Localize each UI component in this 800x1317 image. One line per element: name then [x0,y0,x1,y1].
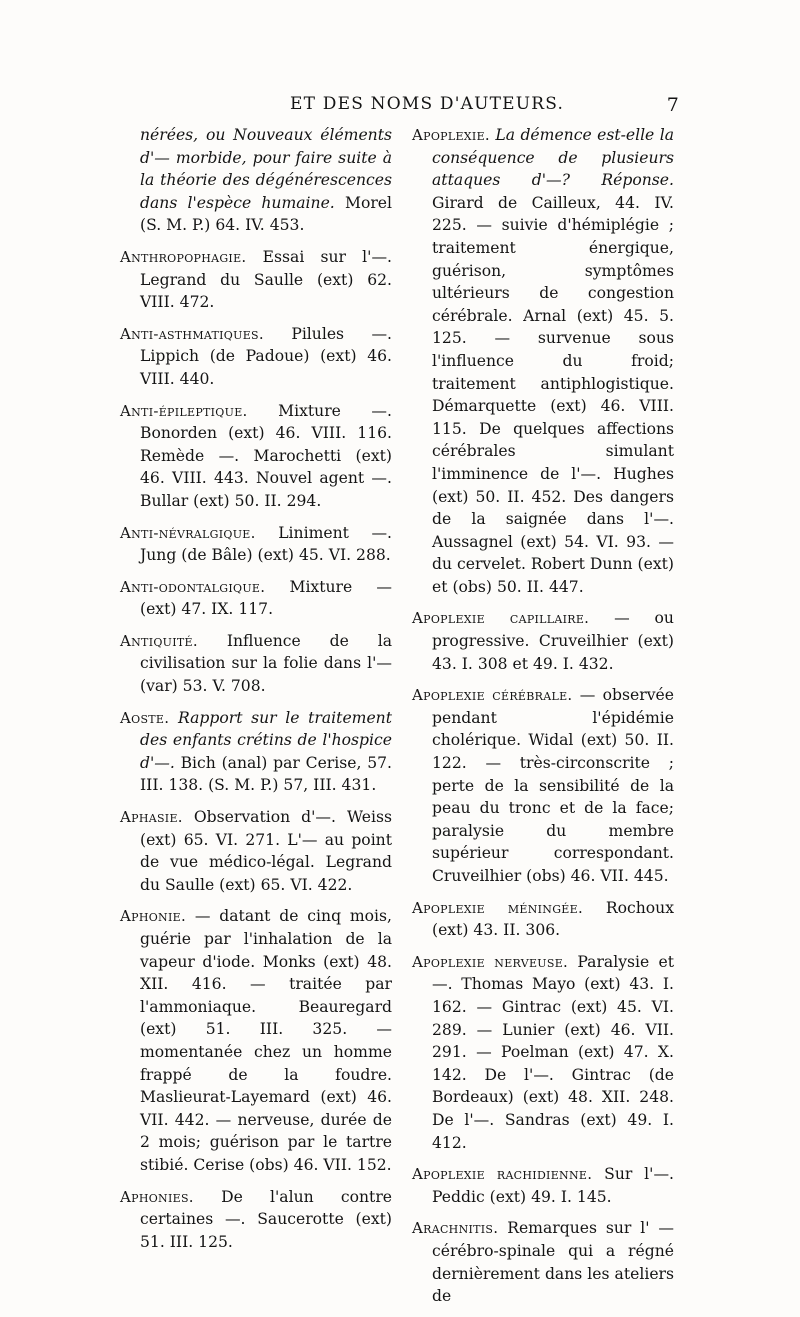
entry-headword: Antiquité. [120,631,198,650]
entry-headword: Apoplexie cérébrale. [412,686,573,705]
entry-headword: Apoplexie rachidienne. [412,1165,593,1184]
entry-text: Sur l'—. Peddic (ext) 49. I. 145. [432,1165,674,1206]
index-entry [412,897,674,942]
entry-text: Morel (S. M. P.) 64. IV. 453. [140,193,392,235]
entry-text: Mixture —. Bonorden (ext) 46. VIII. 116. Remède —. Marochetti (ext) 46. VIII. 443. Nouvel agent —. Bullar (ext) 50. II. 294. [140,401,392,510]
index-entry [120,323,392,391]
entry-text: Bich (anal) par Cerise, 57. III. 138. (S. M. P.) 57, III. 431. [140,753,392,795]
entry-headword: Aoste. [120,708,170,727]
index-column-left [120,124,392,1262]
entry-headword: Anti-épileptique. [120,401,248,420]
entry-headword: Apoplexie nerveuse. [412,952,569,971]
entry-text: Pilules —. Lippich (de Padoue) (ext) 46. VIII. 440. [140,324,392,388]
index-entry [412,124,674,598]
entry-text: — ou progressive. Cruveilhier (ext) 43. I. 308 et 49. I. 432. [432,609,674,673]
entry-headword: Apoplexie. [412,126,490,144]
index-entry [120,576,392,621]
entry-text: Essai sur l'—. Legrand du Saulle (ext) 62. VIII. 472. [140,247,392,312]
entry-headword: Anti-névralgique. [120,523,256,542]
entry-title-text: nérées, ou Nouveaux éléments d'— morbide, pour faire suite à la théorie des dégénérescences dans l'espèce humaine. [140,126,392,212]
entry-text: Liniment —. Jung (de Bâle) (ext) 45. VI. 288. [140,523,392,565]
entry-title-text: La démence est-elle la conséquence de plusieurs attaques d'—? Réponse. [432,126,674,190]
entry-text: Paralysie et —. Thomas Mayo (ext) 43. I. 162. — Gintrac (ext) 45. VI. 289. — Lunier (ext) 46. VII. 291. — Poelman (ext) 47. X. 142. De l'—. Gintrac (de Bordeaux) (ext) 48. XII. 248. De l'—. Sandras (ext) 49. I. 412. [432,952,674,1152]
index-column-right [412,124,674,1317]
index-entry [120,246,392,314]
running-title: ET DES NOMS D'AUTEURS. [290,94,565,114]
entry-headword: Aphonie. [120,907,187,926]
running-header [120,94,680,124]
entry-headword: Arachnitis. [412,1219,499,1238]
index-entry [120,522,392,567]
index-entry [120,400,392,513]
entry-text: Influence de la civilisation sur la folie dans l'— (var) 53. V. 708. [140,631,392,696]
entry-headword: Apoplexie capillaire. [412,609,590,628]
entry-headword: Aphonies. [120,1187,194,1206]
entry-text: Remarques sur l' — cérébro-spinale qui a régné dernièrement dans les ateliers de [432,1219,674,1306]
entry-text: Observation d'—. Weiss (ext) 65. VI. 271. L'— au point de vue médico-légal. Legrand du Saulle (ext) 65. VI. 422. [140,808,392,894]
index-entry [120,707,392,797]
entry-text: — observée pendant l'épidémie cholérique. Widal (ext) 50. II. 122. — très-circonscrite ; perte de la sensibilité de la peau du tronc et de la face; paralysie du membre supérieur correspondant. Cruveilhier (obs) 46. VII. 445. [432,686,674,885]
entry-text: — datant de cinq mois, guérie par l'inhalation de la vapeur d'iode. Monks (ext) 48. XII. 416. — traitée par l'ammoniaque. Beauregard (ext) 51. III. 325. — momentanée chez un homme frappé de la foudre. Maslieurat-Layemard (ext) 46. VII. 442. — nerveuse, durée de 2 mois; guérison par le tartre stibié. Cerise (obs) 46. VII. 152. [140,907,392,1174]
index-entry [120,1186,392,1254]
index-entry [120,905,392,1176]
entry-headword: Anthropophagie. [120,247,247,266]
entry-title-text: Rapport sur le traitement des enfants crétins de l'hospice d'—. [140,708,392,772]
page-number: 7 [666,94,680,116]
entry-text: Girard de Cailleux, 44. IV. 225. — suivie d'hémiplégie ; traitement énergique, guérison, symptômes ultérieurs de congestion cérébrale. Arnal (ext) 45. 5. 125. — survenue sous l'influence du froid; traitement antiphlogistique. Démarquette (ext) 46. VIII. 115. De quelques affections cérébrales simulant l'imminence de l'—. Hughes (ext) 50. II. 452. Des dangers de la saignée dans l'—. Aussagnel (ext) 54. VI. 93. — du cervelet. Robert Dunn (ext) et (obs) 50. II. 447. [432,193,674,596]
index-entry [412,607,674,675]
index-entry [120,630,392,698]
entry-headword: Aphasie. [120,808,183,827]
index-entry [412,1217,674,1307]
index-entry [120,124,392,237]
index-entry [412,1163,674,1208]
index-entry [412,684,674,887]
entry-text: De l'alun contre certaines —. Saucerotte (ext) 51. III. 125. [140,1187,392,1251]
index-entry [120,806,392,896]
entry-headword: Anti-asthmatiques. [120,324,264,343]
entry-headword: Apoplexie méningée. [412,898,584,917]
index-entry [412,951,674,1154]
entry-text: Rochoux (ext) 43. II. 306. [432,898,675,940]
entry-headword: Anti-odontalgique. [120,577,266,596]
entry-text: Mixture — (ext) 47. IX. 117. [140,577,392,619]
